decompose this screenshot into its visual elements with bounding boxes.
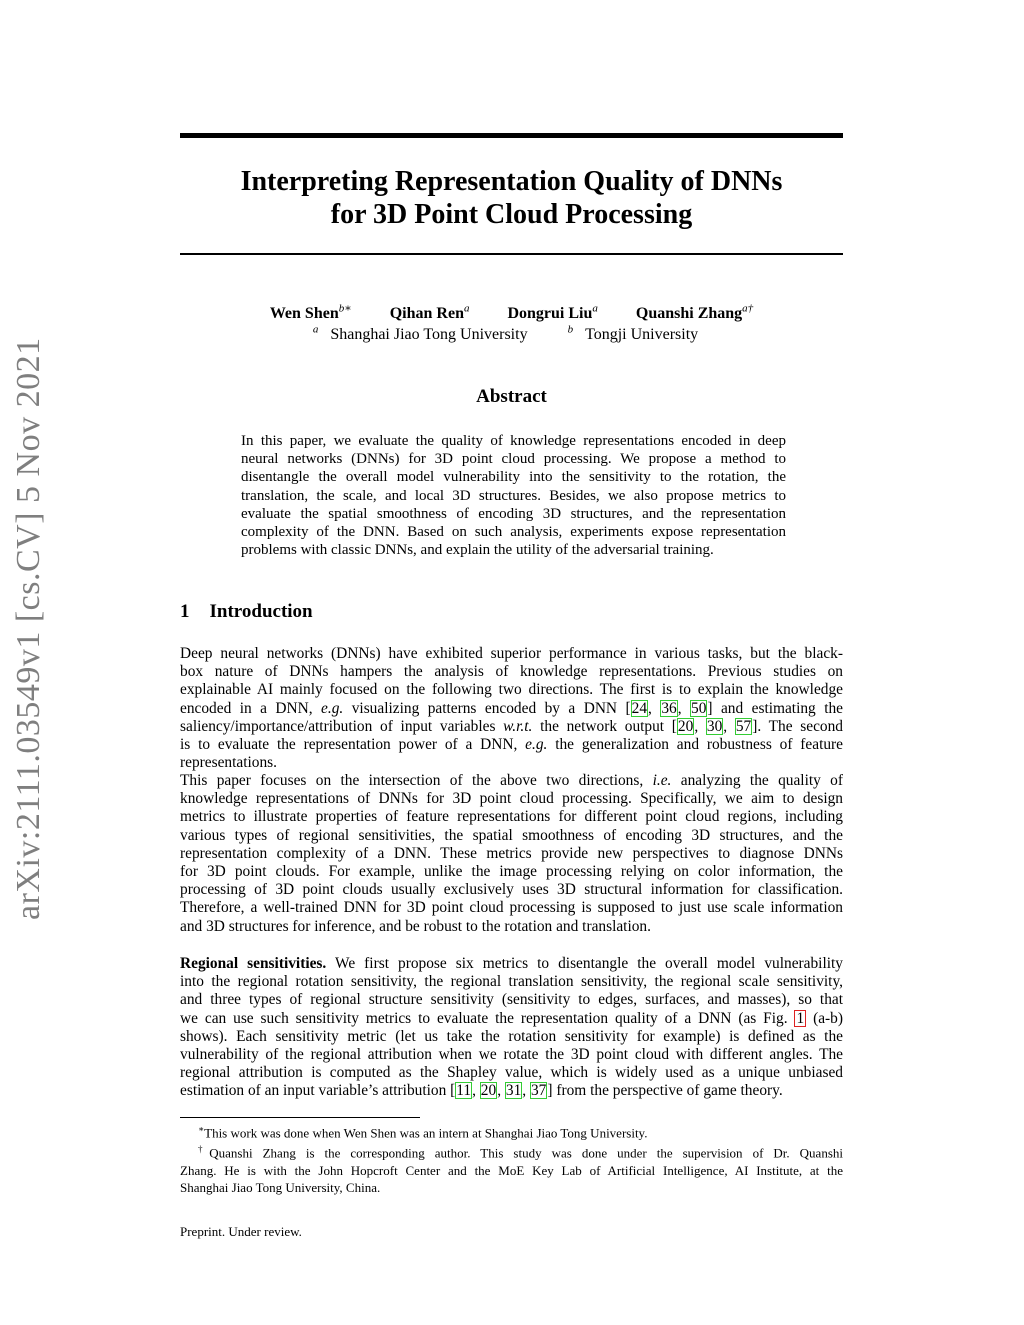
abstract-heading: Abstract — [476, 386, 547, 407]
footnote: †Quanshi Zhang is the corresponding author. This study was done under the supervision of Dr. Quanshi — [198, 1144, 843, 1161]
abstract-line: In this paper, we evaluate the quality of knowledge representations encoded in deep — [241, 433, 786, 449]
paragraph-line: for 3D point clouds. For example, unlike the image processing relying on color information, the — [180, 863, 843, 881]
abstract-body — [241, 432, 786, 559]
citation-link[interactable]: 24 — [631, 699, 648, 717]
intro-paragraph-2 — [180, 772, 843, 936]
paragraph-line: metrics to illustrate properties of feature representations for different point cloud regions, including — [180, 808, 843, 826]
paragraph-line: shows). Each sensitivity metric (let us take the rotation sensitivity for example) is defined as the — [180, 1027, 843, 1045]
paragraph-line: into the regional rotation sensitivity, the regional translation sensitivity, the regional scale sensitivity, — [180, 973, 843, 991]
author: Dongrui Liu$^a$ — [507, 303, 598, 323]
citation-link[interactable]: 31 — [505, 1082, 522, 1100]
figure-reference-link[interactable]: 1 — [796, 1009, 805, 1027]
paragraph-line: encoded in a DNN, e.g. visualizing patterns encoded by a DNN [24, 36, 50] and estimating the — [180, 699, 843, 717]
paragraph-line: and three types of regional structure sensitivity (sensitivity to edges, surfaces, and masses), so that — [180, 991, 843, 1009]
intro-paragraph-1 — [180, 645, 843, 772]
abstract-line: problems with classic DNNs, and explain the utility of the adversarial training. — [241, 542, 714, 559]
citation-link[interactable]: 37 — [530, 1082, 547, 1100]
arxiv-stamp: arXiv:2111.03549v1 [cs.CV] 5 Nov 2021 — [10, 337, 47, 920]
paragraph-line: various types of regional sensitivities, the spatial smoothness of encoding 3D structures, and the — [180, 826, 843, 844]
abstract-line: complexity of the DNN. Based on such analysis, experiments expose representation — [241, 524, 786, 541]
paper-title — [180, 165, 843, 231]
citation-link[interactable]: 50 — [691, 699, 707, 717]
citation-link[interactable]: 36 — [661, 699, 677, 717]
run-in-heading: Regional sensitivities. — [180, 955, 327, 972]
paragraph-line: we can use such sensitivity metrics to evaluate the representation quality of a DNN (as Fig. 1 (a-b) — [180, 1009, 844, 1027]
citation-link[interactable]: 30 — [706, 717, 723, 735]
abstract-line: disentangle the overall model vulnerability into the sensitivity to the rotation, the — [241, 469, 786, 486]
paragraph-line: Therefore, a well-trained DNN for 3D point cloud processing is supposed to just use scale information — [180, 899, 843, 917]
citation-link[interactable]: 20 — [677, 717, 694, 735]
author: Wen Shen$^{b∗}$ — [269, 303, 352, 323]
citation-link[interactable]: 11 — [456, 1082, 472, 1100]
citation-link[interactable]: 20 — [480, 1082, 497, 1100]
paragraph-line: knowledge representations of DNNs for 3D point cloud processing. Specifically, we aim to design — [180, 790, 843, 808]
footnote-line: Zhang. He is with the John Hopcroft Center and the MoE Key Lab of Artificial Intelligence, AI Institute, at the — [180, 1162, 843, 1178]
section-number: 1 — [180, 601, 190, 622]
paragraph-line: This paper focuses on the intersection of the above two directions, i.e. analyzing the quality of — [180, 772, 843, 789]
affiliation: $^b$ Tongji University — [567, 324, 699, 344]
paragraph-line: representations. — [180, 754, 278, 772]
preprint-note: Preprint. Under review. — [180, 1224, 302, 1239]
paragraph-line: estimation of an input variable’s attribution [11, 20, 31, 37] from the perspective of game theory. — [180, 1082, 783, 1100]
paragraph-line: saliency/importance/attribution of input variables w.r.t. the network output [20, 30, 57]. The second — [180, 717, 843, 735]
footnote: ∗This work was done when Wen Shen was an intern at Shanghai Jiao Tong University. — [198, 1124, 648, 1141]
intro-paragraph-3 — [180, 955, 843, 1101]
paragraph-line: explainable AI mainly focused on the following two directions. The first is to explain the knowledge — [180, 681, 843, 699]
paragraph-line: and 3D structures for inference, and be robust to the rotation and translation. — [180, 917, 651, 935]
title-line-1: Interpreting Representation Quality of DNNs — [240, 166, 783, 197]
title-line-2: for 3D Point Cloud Processing — [330, 199, 693, 230]
footnotes — [180, 1121, 843, 1196]
paragraph-line: representation complexity of a DNN. These metrics provide new perspectives to diagnose DNNs — [180, 844, 843, 862]
footnote-line: Shanghai Jiao Tong University, China. — [180, 1179, 381, 1195]
title-top-rule — [180, 133, 843, 138]
paragraph-line: vulnerability of the regional attribution when we rotate the 3D point cloud with different angles. The — [180, 1046, 843, 1064]
section-heading-introduction — [180, 601, 313, 623]
citation-link[interactable]: 57 — [735, 717, 752, 735]
title-bottom-rule — [180, 253, 843, 255]
abstract-line: neural networks (DNNs) for 3D point cloud processing. We propose a method to — [241, 451, 786, 468]
author: Quanshi Zhang$^{a\dagger}$ — [635, 303, 754, 323]
section-title: Introduction — [209, 601, 313, 622]
abstract-line: translation, the scale, and local 3D structures. Besides, we also propose metrics to — [241, 487, 786, 504]
paragraph-line: processing of 3D point clouds usually exclusively uses 3D structural information for classification. — [180, 881, 843, 899]
affiliations — [180, 320, 843, 345]
abstract-line: evaluate the spatial smoothness of encoding 3D structures, and the representation — [241, 505, 786, 522]
paragraph-line: Deep neural networks (DNNs) have exhibited superior performance in various tasks, but the black- — [180, 645, 843, 662]
footnote-rule — [180, 1117, 420, 1118]
paragraph-line: box nature of DNNs hampers the analysis of knowledge representations. Previous studies on — [180, 663, 843, 681]
paragraph-line: Regional sensitivities. We first propose six metrics to disentangle the overall model vulnerability — [180, 955, 843, 972]
paragraph-line: regional attribution is computed as the Shapley value, which is widely used as a unique unbiased — [180, 1064, 843, 1082]
paragraph-line: is to evaluate the representation power of a DNN, e.g. the generalization and robustness of feature — [180, 736, 844, 754]
author: Qihan Ren$^a$ — [389, 303, 470, 323]
affiliation: $^a$ Shanghai Jiao Tong University — [312, 324, 528, 344]
